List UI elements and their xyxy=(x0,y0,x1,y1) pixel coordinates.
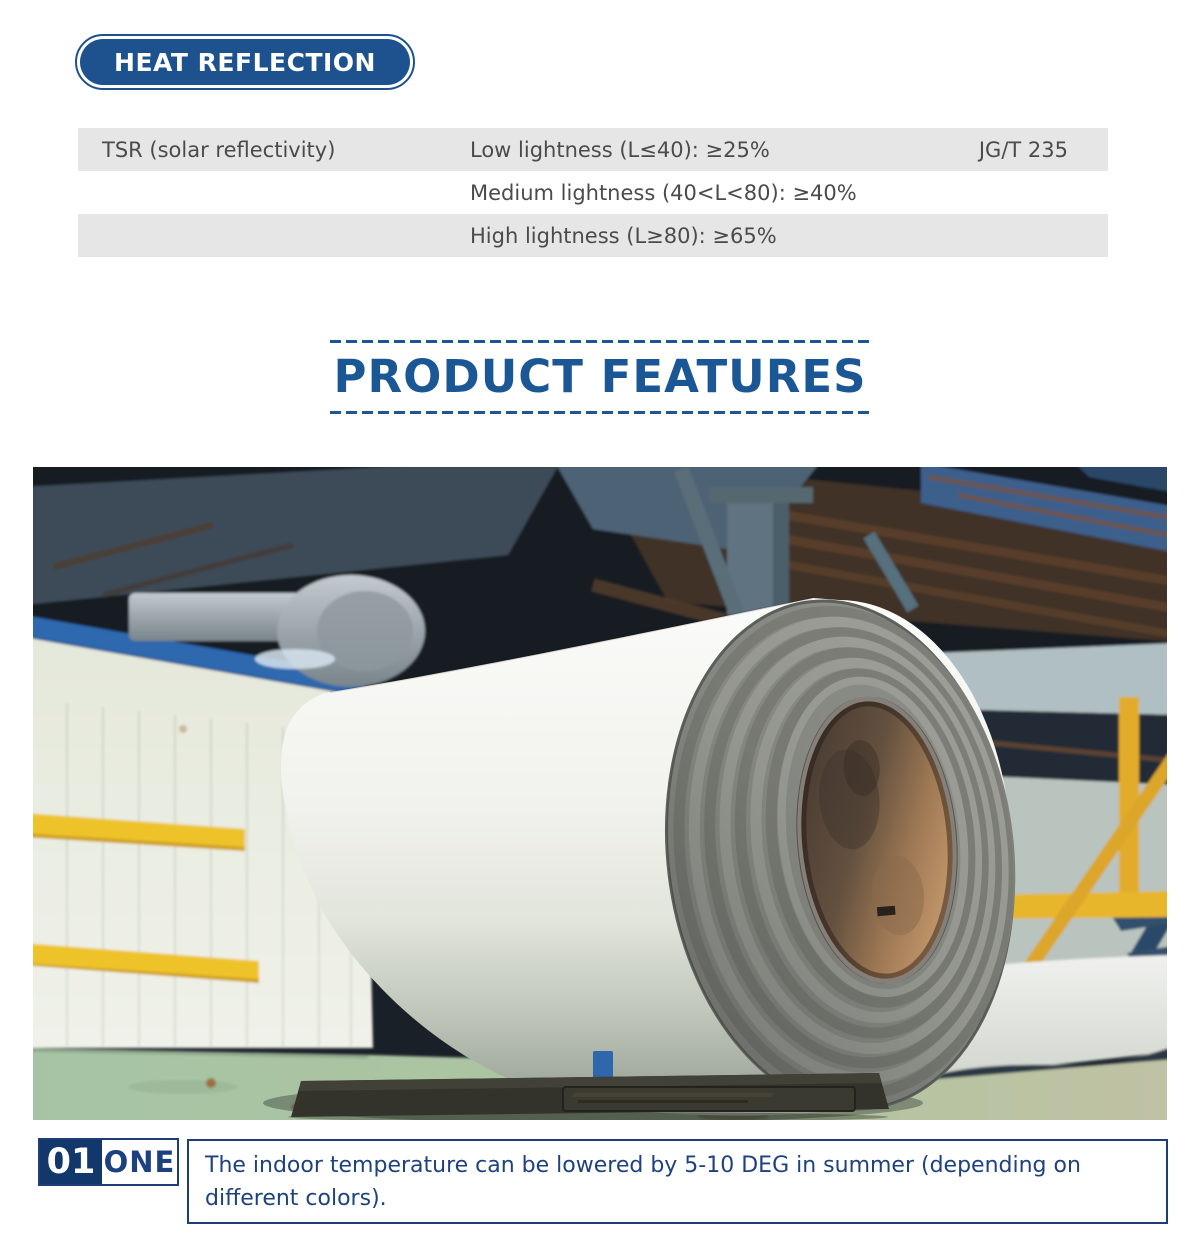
table-cell-property: TSR (solar reflectivity) xyxy=(102,137,336,162)
feature-text-box xyxy=(187,1139,1168,1224)
table-cell-value: Medium lightness (40<L<80): ≥40% xyxy=(470,180,857,205)
table-row xyxy=(78,128,1108,171)
dashed-line-bottom xyxy=(330,411,870,414)
blue-block xyxy=(593,1051,613,1081)
table-cell-value: High lightness (L≥80): ≥65% xyxy=(470,223,777,248)
table-row xyxy=(78,214,1108,257)
feature-word: ONE xyxy=(103,1145,176,1179)
spec-table xyxy=(78,128,1108,257)
feature-number: 01 xyxy=(40,1140,102,1184)
table-cell-standard: JG/T 235 xyxy=(978,137,1068,162)
dashed-line-top xyxy=(330,340,870,343)
feature-description: The indoor temperature can be lowered by 5-10 DEG in summer (depending on different colors). xyxy=(205,1152,1081,1211)
factory-photo-illustration xyxy=(33,467,1167,1120)
section-heading xyxy=(330,340,870,414)
heat-reflection-badge xyxy=(75,34,415,90)
table-cell-value: Low lightness (L≤40): ≥25% xyxy=(470,137,770,162)
table-row xyxy=(78,171,1108,214)
product-photo xyxy=(33,467,1167,1120)
section-title: PRODUCT FEATURES xyxy=(333,350,867,403)
feature-number-box xyxy=(38,1138,179,1186)
saddle-plate xyxy=(563,1087,855,1111)
badge-label: HEAT REFLECTION xyxy=(80,39,410,85)
